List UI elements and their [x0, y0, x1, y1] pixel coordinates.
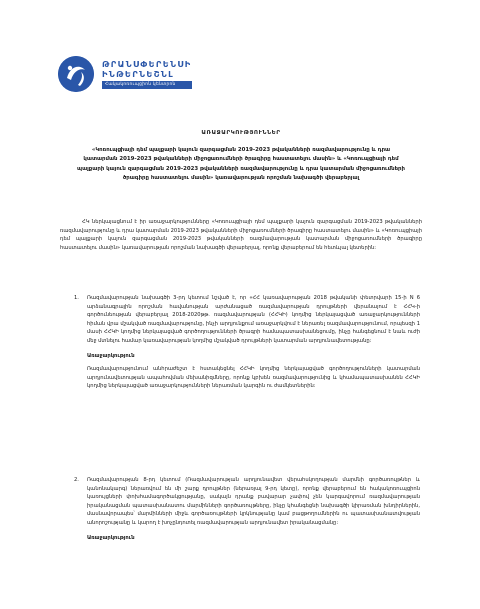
list-item-1 — [74, 294, 420, 391]
list-item-2 — [74, 476, 420, 542]
document-title: «Կոռուպցիայի դեմ պայքարի կայուն զարգացման 2019-2023 թվականների ռազմավարությունը և դրա կատարման 2019-2023 թվականների միջոցառումների ծրագիրը հաստատելու մասին» և «Կոռուպցիայի դեմ պայքարի կայուն զարգացման 2019-2023 թվականների ռազմավարությունը և դրա կատարման միջոցառումների ծրագիրը հաստատելու մասին» կառավարության որոշման նախագծի վերաբերյալ — [77, 147, 405, 181]
document-heading: ԱՌԱՋԱՐԿՈՒԹՅՈՒՆՆԵՐ — [201, 130, 281, 136]
globe-icon — [58, 56, 94, 92]
item-body: Ռազմավարության 8-րդ կետում (Ռազմավարության արդյունավետ վերահսկողության մարմնի գործառույթներ և կանոնակարգ) ներառվում են մի շարք դրույթներ (ներառյալ 9-րդ կետը), որոնք վերաբերում են հակակոռուպցիոն կառույցների փոխհամագործակցությանը, սակայն դրանք բավարար չափով չեն կարգավորում ռազմավարության իրականացման պատասխանատու մարմինների գործառույթները, ինչը կհանգեցնի նախագծի կիրառման խնդիրներին, մասնավորապես՝ մարմինների միջև գործառույթների կրկնությանը կամ բացթողումներին ու պատասխանատվության անորոշությանը և կարող է խոչընդոտել ռազմավարության արդյունավետ իրականացմանը: — [87, 477, 420, 526]
logo-line-2: ԻՆԹԵՐՆԵՇՆԼ — [102, 69, 175, 79]
item-number: 2. — [74, 477, 79, 483]
item-body: Ռազմավարության նախագծի 3-րդ կետում նշված է, որ «ՀՀ կառավարության 2018 թվականի փետրվարի 15-ի N 6 արձանագրային որոշման հավանության արժանացած ռազմավարության դրույթների վերանայում է ՀՀԿ-ի գործունեության վերաբերյալ 2018-2020թթ. ռազմավարության (ՀՀԿԻ) կողմից ներկայացված առաջարկությունների հիման վրա մշակված ռազմավարությունը, ինչի արդյունքում առաջարկվում է ներառել ռազմավարությունում, որպեսզի 1 մասի ՀՀԿԻ կողմից ներկայացված գործողությունների ծրագրի համապատասխանեցումը, ինչը հանգեցնում է նաև ուժի մեջ մտնելու համար կառավարության կողմից մշակված դրույթների կատարման արդյունավետությանը: — [87, 295, 420, 344]
intro-paragraph: ՀԿ ներկայացնում է իր առաջարկությունները «Կոռուպցիայի դեմ պայքարի կայուն զարգացման 2019-2023 թվականների ռազմավարությունը և դրա կատարման 2019-2023 թվականների միջոցառումների ծրագիրը հաստատելու մասին» և «Կոռուպցիայի դեմ պայքարի կայուն զարգացման 2019-2023 թվականների ռազմավարության կատարման միջոցառումների ծրագիրը հաստատելու մասին» կառավարության որոշման նախագծի վերաբերյալ, որոնք վերաբերում են հետևյալ կետերին: — [60, 219, 422, 251]
organization-logo — [58, 56, 192, 92]
logo-tagline: Հակակոռուպցիոն կենտրոն — [102, 81, 192, 89]
logo-wordmark — [102, 59, 192, 89]
item-number: 1. — [74, 295, 79, 301]
logo-line-1: ԹՐԱՆՍՓԵՐԵՆՍԻ — [102, 59, 192, 69]
proposal-heading: Առաջարկություն — [87, 534, 135, 541]
proposal-heading: Առաջարկություն — [87, 352, 135, 359]
proposal-body: Ռազմավարությունում անհրաժեշտ է հստակեցնել ՀՀԿԻ կողմից ներկայացված գործողությունների կատարման արդյունավետության ապահովման մեխանիզմները, որոնք կբխեն ռազմավարությունից և կհամապատասխանեն ՀՀԿԻ կողմից ներկայացված առաջարկությունների ներառման կարգին ու ժամկետներին: — [87, 366, 420, 390]
